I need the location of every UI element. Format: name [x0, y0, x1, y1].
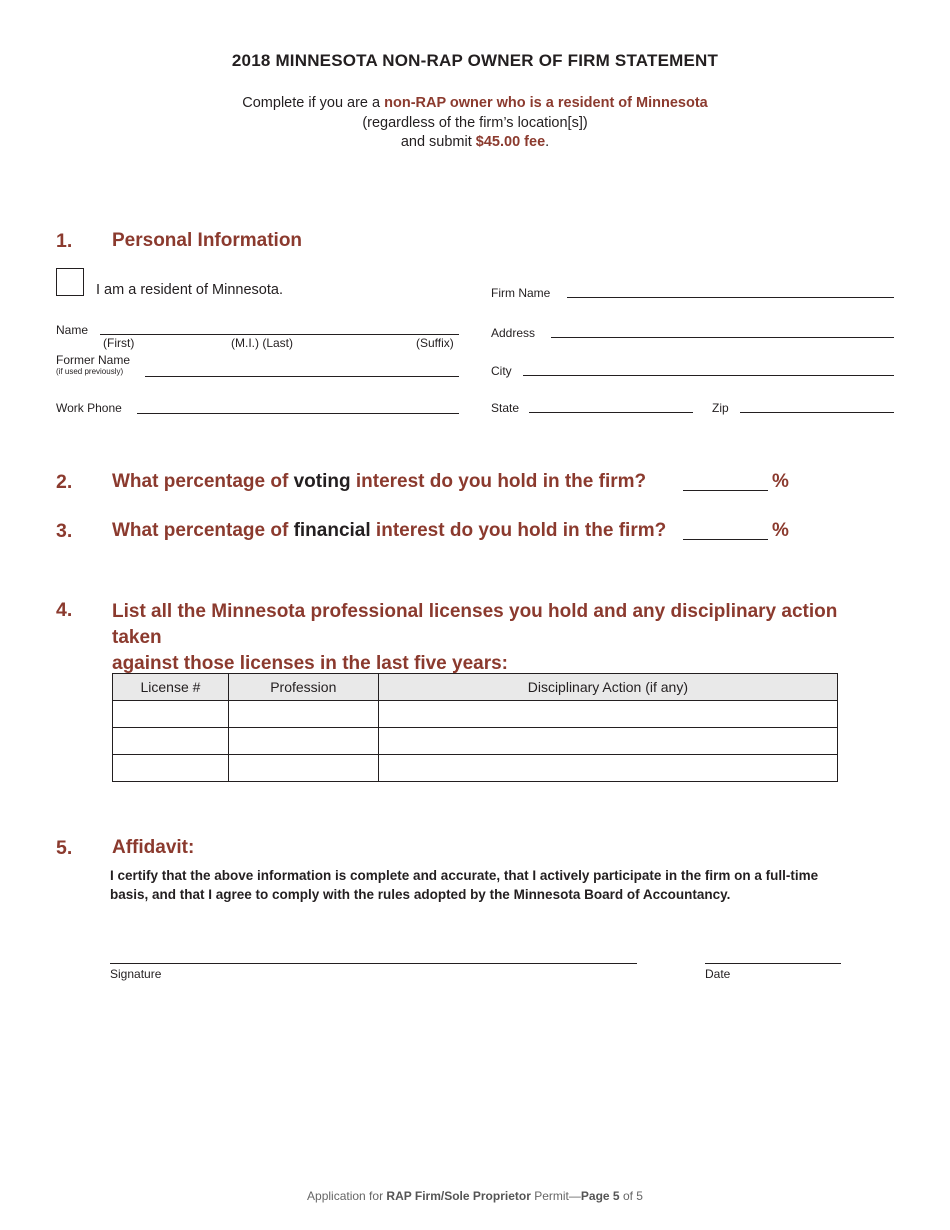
financial-percent-unit: % — [772, 520, 789, 541]
address-field[interactable] — [551, 337, 894, 338]
name-suffix-hint: (Suffix) — [416, 336, 454, 350]
section4-heading-line1: List all the Minnesota professional licenses you hold and any disciplinary action taken — [112, 601, 838, 648]
page-footer — [0, 1189, 950, 1203]
footer-middle: Permit— — [530, 1189, 581, 1203]
section3-q-emphasis: financial — [293, 520, 371, 541]
former-name-field[interactable] — [145, 376, 459, 377]
voting-percent-unit: % — [772, 471, 789, 492]
footer-page-number: Page 5 — [580, 1189, 620, 1203]
profession-cell[interactable] — [228, 755, 378, 782]
section2-q-suffix: interest do you hold in the firm? — [350, 471, 647, 492]
name-field[interactable] — [100, 334, 459, 335]
former-name-note: (if used previously) — [56, 367, 124, 376]
section3-question — [112, 520, 666, 542]
resident-label: I am a resident of Minnesota. — [96, 282, 283, 298]
profession-cell[interactable] — [228, 728, 378, 755]
financial-percent-field[interactable] — [683, 539, 768, 540]
section5-number: 5. — [56, 837, 73, 859]
section4-heading — [112, 599, 892, 677]
signature-field[interactable] — [110, 963, 637, 964]
firm-name-label: Firm Name — [491, 286, 551, 300]
section3-q-suffix: interest do you hold in the firm? — [370, 520, 667, 541]
profession-cell[interactable] — [228, 701, 378, 728]
name-mi-last-hint: (M.I.) (Last) — [231, 336, 293, 350]
section4-number: 4. — [56, 599, 73, 621]
zip-field[interactable] — [740, 412, 894, 413]
signature-label: Signature — [110, 967, 162, 981]
city-field[interactable] — [523, 375, 894, 376]
intro-text — [0, 94, 950, 153]
section2-q-emphasis: voting — [293, 471, 351, 492]
address-label: Address — [491, 326, 536, 340]
section4-heading-line2: against those licenses in the last five years: — [112, 653, 508, 674]
date-label: Date — [705, 967, 731, 981]
section2-q-prefix: What percentage of — [112, 471, 294, 492]
licenses-table-header — [113, 674, 838, 701]
footer-suffix: of 5 — [619, 1189, 643, 1203]
state-field[interactable] — [529, 412, 693, 413]
state-label: State — [491, 401, 520, 415]
license-number-cell[interactable] — [113, 728, 229, 755]
licenses-table — [112, 673, 838, 782]
column-license-number: License # — [113, 674, 229, 701]
license-number-cell[interactable] — [113, 755, 229, 782]
former-name-label: Former Name — [56, 353, 131, 367]
intro-line2: (regardless of the firm’s location[s]) — [362, 114, 588, 131]
section1-heading: Personal Information — [112, 230, 303, 251]
intro-line1-prefix: Complete if you are a — [242, 95, 385, 111]
footer-prefix: Application for — [307, 1189, 387, 1203]
table-row — [113, 755, 838, 782]
fee-amount: $45.00 fee — [475, 134, 546, 150]
table-row — [113, 701, 838, 728]
zip-label: Zip — [712, 401, 729, 415]
work-phone-label: Work Phone — [56, 401, 122, 415]
disciplinary-action-cell[interactable] — [378, 755, 837, 782]
intro-line1-highlight: non-RAP owner who is a resident of Minnesota — [384, 95, 708, 111]
city-label: City — [491, 364, 512, 378]
section3-number: 3. — [56, 520, 73, 542]
date-field[interactable] — [705, 963, 841, 964]
disciplinary-action-cell[interactable] — [378, 701, 837, 728]
voting-percent-field[interactable] — [683, 490, 768, 491]
section5-heading: Affidavit: — [112, 837, 195, 858]
affidavit-text: I certify that the above information is complete and accurate, that I actively participate in the firm on a full-time basis, and that I agree to comply with the rules adopted by the Minnesota Board of Accountancy. — [110, 868, 819, 902]
disciplinary-action-cell[interactable] — [378, 728, 837, 755]
form-title: 2018 MINNESOTA NON-RAP OWNER OF FIRM STATEMENT — [231, 51, 719, 70]
section3-q-prefix: What percentage of — [112, 520, 294, 541]
name-first-hint: (First) — [103, 336, 135, 350]
firm-name-field[interactable] — [567, 297, 894, 298]
column-disciplinary-action: Disciplinary Action (if any) — [378, 674, 837, 701]
column-profession: Profession — [228, 674, 378, 701]
section2-number: 2. — [56, 471, 73, 493]
intro-line3-suffix: . — [545, 134, 550, 150]
intro-line3-prefix: and submit — [400, 134, 476, 150]
section2-question — [112, 471, 646, 493]
table-row — [113, 728, 838, 755]
footer-permit-type: RAP Firm/Sole Proprietor — [386, 1189, 531, 1203]
resident-checkbox[interactable] — [56, 268, 84, 296]
work-phone-field[interactable] — [137, 413, 459, 414]
name-label: Name — [56, 323, 89, 337]
license-number-cell[interactable] — [113, 701, 229, 728]
section1-number: 1. — [56, 230, 73, 252]
